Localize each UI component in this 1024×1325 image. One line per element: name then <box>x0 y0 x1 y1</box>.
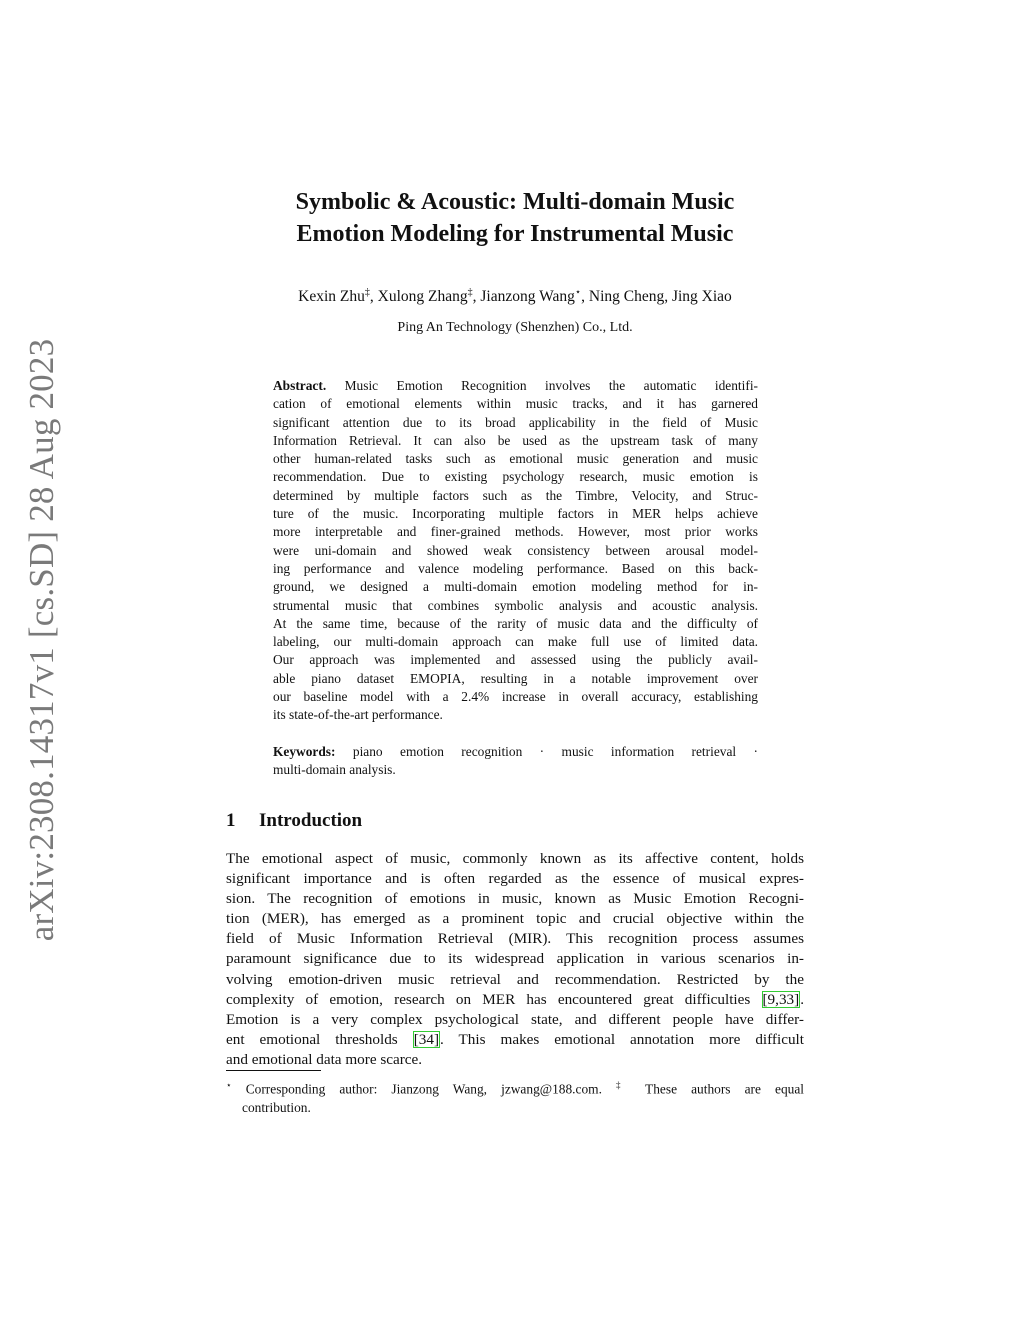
footnote-line: ⋆ Corresponding author: Jianzong Wang, jzwang@188.com. ‡ These authors are equal <box>226 1080 804 1097</box>
abstract-line: able piano dataset EMOPIA, resulting in a notable improvement over <box>273 670 758 686</box>
author-separator: , <box>664 288 672 306</box>
abstract-line: ground, we designed a multi-domain emotion modeling method for in- <box>273 579 758 595</box>
footnote-dagger-mark: ‡ <box>616 1080 632 1090</box>
abstract-line: determined by multiple factors such as the Timbre, Velocity, and Struc- <box>273 487 758 503</box>
section-heading-introduction <box>226 809 806 833</box>
author-3: Jianzong Wang <box>480 288 575 306</box>
author-1: Kexin Zhu <box>298 288 365 306</box>
intro-line: field of Music Information Retrieval (MIR). This recognition process assumes <box>226 930 804 948</box>
intro-line: Emotion is a very complex psychological state, and different people have differ- <box>226 1010 804 1028</box>
abstract-line: other human-related tasks such as emotional music generation and music <box>273 451 758 467</box>
abstract-line: more interpretable and finer-grained methods. However, most prior works <box>273 524 758 540</box>
section-title: Introduction <box>259 810 363 831</box>
author-4: Ning Cheng <box>588 288 665 306</box>
abstract-line: Abstract. Music Emotion Recognition involves the automatic identifi- <box>273 378 758 393</box>
author-2: Xulong Zhang <box>377 288 468 306</box>
abstract-line: Our approach was implemented and assessed using the publicly avail- <box>273 652 758 668</box>
abstract-line: cation of emotional elements within music tracks, and it has garnered <box>273 396 758 412</box>
introduction-paragraph <box>226 849 804 1070</box>
footnote-divider <box>226 1070 321 1071</box>
intro-line: ent emotional thresholds [34]. This makes emotional annotation more difficult <box>226 1030 804 1048</box>
intro-line: volving emotion-driven music retrieval and recommendation. Restricted by the <box>226 970 804 988</box>
title-line-1: Symbolic & Acoustic: Multi-domain Music <box>295 189 735 215</box>
section-number: 1 <box>226 810 236 831</box>
intro-line: The emotional aspect of music, commonly known as its affective content, holds <box>226 850 804 867</box>
abstract-line: ing performance and valence modeling performance. Based on this back- <box>273 560 758 576</box>
author-list <box>200 283 830 307</box>
author-separator: , <box>581 288 589 306</box>
author-1-mark: ‡ <box>364 287 370 298</box>
title-line-2: Emotion Modeling for Instrumental Music <box>296 221 734 247</box>
abstract-line: ture of the music. Incorporating multiple factors in MER helps achieve <box>273 506 758 522</box>
paper-title <box>200 186 830 250</box>
abstract-label: Abstract. <box>273 378 327 393</box>
abstract-line: its state-of-the-art performance. <box>273 707 443 723</box>
abstract-line: our baseline model with a 2.4% increase in overall accuracy, establishing <box>273 689 758 705</box>
footnote-star-mark: ⋆ <box>226 1080 232 1090</box>
footnote <box>226 1076 804 1117</box>
author-separator: , <box>472 288 481 306</box>
author-5: Jing Xiao <box>671 288 732 306</box>
keywords-block <box>273 743 758 780</box>
abstract-line: significant attention due to its broad applicability in the field of Music <box>273 414 758 430</box>
intro-line: sion. The recognition of emotions in music, known as Music Emotion Recogni- <box>226 890 804 908</box>
abstract-line: were uni-domain and showed weak consistency between arousal model- <box>273 542 758 558</box>
abstract-line: strumental music that combines symbolic analysis and acoustic analysis. <box>273 597 758 613</box>
intro-line: significant importance and is often regarded as the essence of musical expres- <box>226 870 804 888</box>
affiliation: Ping An Technology (Shenzhen) Co., Ltd. <box>397 320 633 335</box>
footnote-line: contribution. <box>242 1099 311 1115</box>
intro-line: tion (MER), has emerged as a prominent topic and crucial objective within the <box>226 910 804 928</box>
abstract-line: At the same time, because of the rarity of music data and the difficulty of <box>273 615 758 631</box>
abstract-line: recommendation. Due to existing psychology research, music emotion is <box>273 469 758 485</box>
abstract-line: labeling, our multi-domain approach can make full use of limited data. <box>273 634 758 650</box>
keywords-line: multi-domain analysis. <box>273 762 396 778</box>
author-separator: , <box>369 288 378 306</box>
abstract-block <box>273 377 758 725</box>
author-3-mark: ⋆ <box>574 287 582 298</box>
citation-link[interactable]: [34] <box>413 1030 440 1048</box>
intro-line: paramount significance due to its widespread application in various scenarios in- <box>226 950 804 968</box>
citation-link[interactable]: [9,33] <box>762 990 800 1008</box>
keywords-label: Keywords: <box>273 744 336 759</box>
arxiv-identifier-stamp: arXiv:2308.14317v1 [cs.SD] 28 Aug 2023 <box>22 338 61 942</box>
intro-line: complexity of emotion, research on MER has encountered great difficulties [9,33]. <box>226 990 804 1008</box>
intro-line: and emotional data more scarce. <box>226 1050 423 1068</box>
keywords-line: Keywords: piano emotion recognition · music information retrieval · <box>273 744 758 759</box>
abstract-line: Information Retrieval. It can also be used as the upstream task of many <box>273 432 758 448</box>
author-2-mark: ‡ <box>467 287 473 298</box>
